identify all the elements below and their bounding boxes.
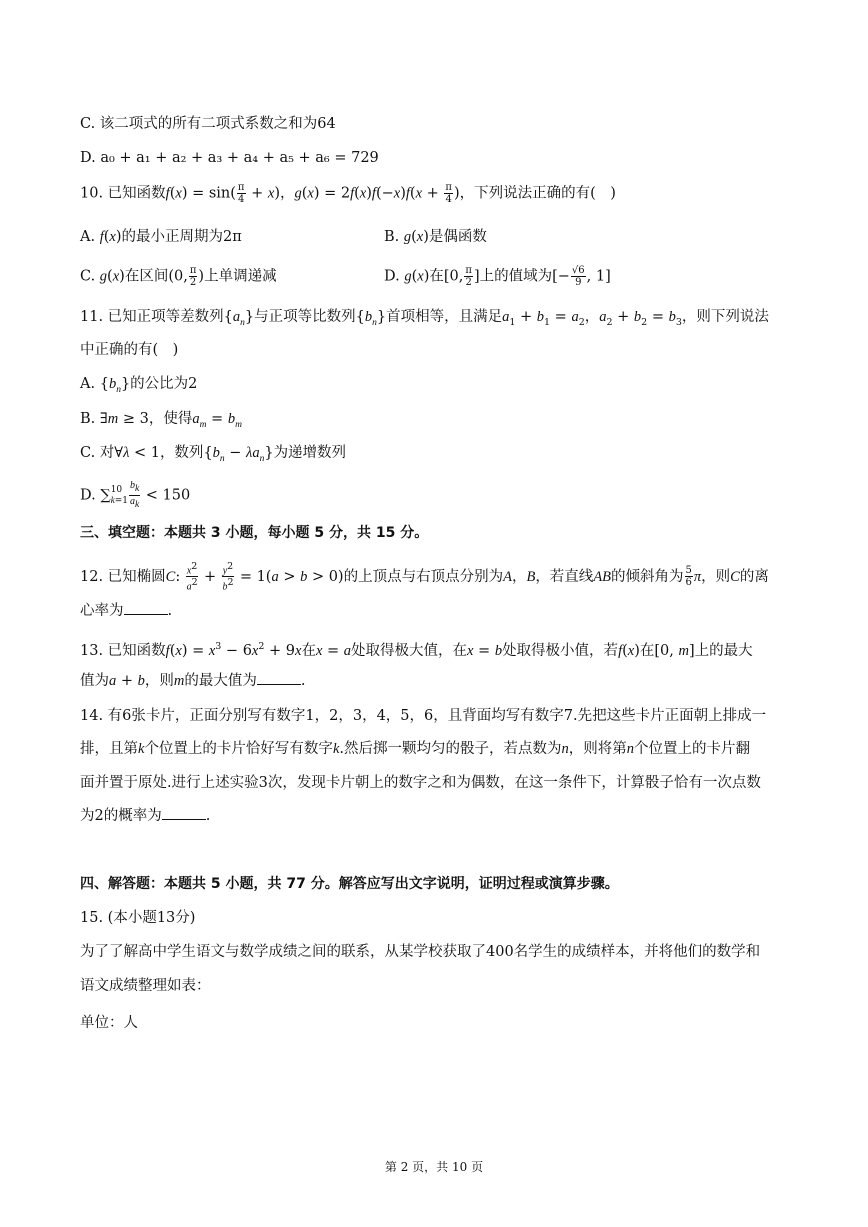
q11-stem-line1: 11. 已知正项等差数列$\{a_n\}$与正项等比数列$\{b_n\}$首项相等，且满足$a_1 + b_1 = a_2$，$a_2 + b_2 = b_3$，则下列说法 xyxy=(80,309,769,328)
q10-option-b: B. g(x)是偶函数 xyxy=(384,229,487,245)
q12-line2: 心率为 . xyxy=(80,600,172,622)
q11-option-a: A. $\{b_n\}$的公比为2 xyxy=(80,376,198,395)
q10-stem: 10. 已知函数f(x) = sin( $\frac{\pi}{4}$ + x)，g(x) = 2f(x)f(−x)f(x + $\frac{\pi}{4}$ )，下列说法正确的有( ) xyxy=(80,182,616,205)
answer-blank xyxy=(257,670,301,685)
q11-option-d: D. ∑ 10 k=1 $\frac{b_k}{a_k}$ < 150 xyxy=(80,480,191,510)
q11-option-c: C. 对∀λ < 1，数列$\{b_n - \lambda a_n\}$为递增数列 xyxy=(80,445,347,464)
q13-line2: 值为a + b，则m的最大值为 . xyxy=(80,670,305,692)
q14-line3: 面并置于原处.进行上述实验3次，发现卡片朝上的数字之和为偶数，在这一条件下，计算骰子恰有一次点数 xyxy=(80,775,761,791)
q15-unit: 单位：人 xyxy=(80,1015,138,1031)
q15-title: 15. (本小题13分) xyxy=(80,910,196,926)
page-footer: 第 2 页，共 10 页 xyxy=(384,1160,484,1174)
q9-option-d: D. a₀ + a₁ + a₂ + a₃ + a₄ + a₅ + a₆ = 729 xyxy=(80,150,379,166)
q14-line1: 14. 有6张卡片，正面分别写有数字1，2，3，4，5，6，且背面均写有数字7.先把这些卡片正面朝上排成一 xyxy=(80,708,767,724)
q10-option-a: A. f(x)的最小正周期为2π xyxy=(80,229,242,245)
section-4-heading: 四、解答题：本题共 5 小题，共 77 分。解答应写出文字说明，证明过程或演算步骤。 xyxy=(80,876,619,892)
q14-line4: 为2的概率为 . xyxy=(80,805,210,827)
q9-option-c: C. 该二项式的所有二项式系数之和为64 xyxy=(80,116,336,132)
section-3-heading: 三、填空题：本题共 3 小题，每小题 5 分，共 15 分。 xyxy=(80,525,429,541)
q11-stem-line2: 中正确的有( ) xyxy=(80,342,179,358)
q15-line2: 语文成绩整理如表： xyxy=(80,978,211,994)
q10-option-d: D. g(x)在[0, $\frac{\pi}{2}$ ]上的值域为[− $\frac{√6}{9}$ , 1] xyxy=(384,265,611,288)
q14-line2: 排，且第k个位置上的卡片恰好写有数字k.然后掷一颗均匀的骰子，若点数为n，则将第n个位置上的卡片翻 xyxy=(80,741,750,757)
q15-line1: 为了了解高中学生语文与数学成绩之间的联系，从某学校获取了400名学生的成绩样本，并将他们的数学和 xyxy=(80,944,761,960)
q10-option-c: C. g(x)在区间(0, $\frac{\pi}{2}$ )上单调递减 xyxy=(80,265,277,288)
answer-blank xyxy=(162,805,206,820)
q13-line1: 13. 已知函数$f(x) = x^3 - 6x^2 + 9x$在x = a处取得极大值，在x = b处取得极小值，若f(x)在[0, m]上的最大 xyxy=(80,641,753,659)
q12-line1: 12. 已知椭圆C: $\frac{x^2}{a^2}$ + $\frac{y^2}{b^2}$ = 1(a > b > 0)的上顶点与右顶点分别为A，B，若直线AB的倾斜角为 $\frac{5}{6}$ π，则C的离 xyxy=(80,561,769,593)
q11-option-b: B. ∃m ≥ 3，使得$a_m = b_m$ xyxy=(80,411,242,430)
answer-blank xyxy=(124,600,168,615)
